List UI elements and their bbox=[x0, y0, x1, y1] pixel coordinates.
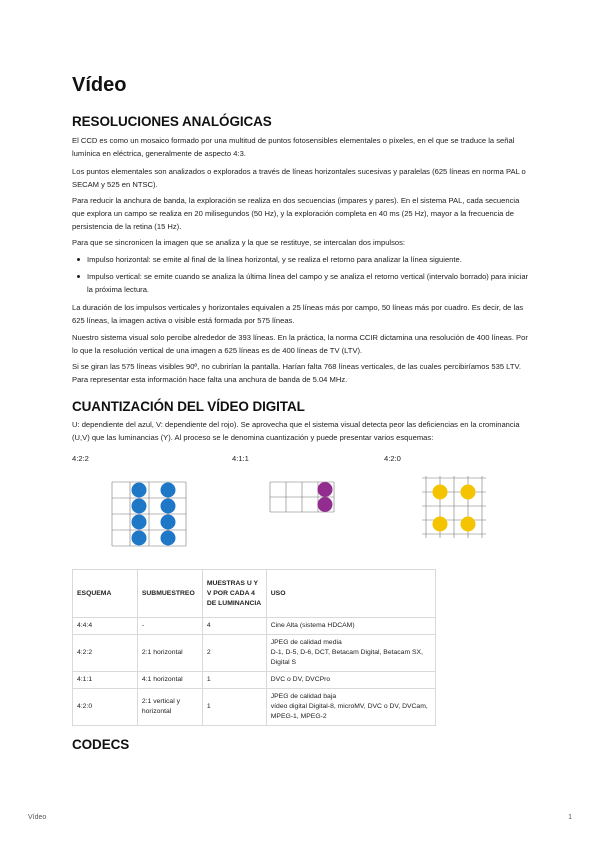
table-row bbox=[73, 689, 436, 726]
chroma-sample bbox=[318, 497, 333, 512]
cell-uso: DVC o DV, DVCPro bbox=[266, 672, 435, 689]
diagram-420 bbox=[420, 474, 490, 542]
header-muestras: MUESTRAS U Y V POR CADA 4 DE LUMINANCIA bbox=[202, 570, 266, 618]
cell-esquema: 4:1:1 bbox=[73, 672, 138, 689]
table-row bbox=[73, 635, 436, 672]
chroma-sample bbox=[161, 499, 176, 514]
grid-lines bbox=[422, 476, 486, 538]
bullet-icon bbox=[77, 275, 80, 278]
heading-analog: RESOLUCIONES ANALÓGICAS bbox=[72, 114, 272, 129]
paragraph-quantization: U: dependiente del azul, V: dependiente del rojo). Se aprovecha que el sistema visual detecta peor las deficiencias en la crominancia (U,V) que las luminancias (Y). Al proceso se le denomina cuantización y puede presentar varios esquemas: bbox=[72, 420, 520, 442]
cell-uso: JPEG de calidad media D-1, D-5, D-6, DCT, Betacam Digital, Betacam SX, Digital S bbox=[266, 635, 435, 672]
list-item: Impulso vertical: se emite cuando se analiza la última línea del campo y se analiza el retorno vertical (intervalo borrado) para iniciar la próxima lectura. bbox=[72, 270, 530, 296]
paragraph-impulse-duration: La duración de los impulsos verticales y horizontales equivalen a 25 líneas más por campo, 50 líneas más por cuadro. Es decir, de las 625 líneas, la imagen activa o visible está formada por 575 líneas. bbox=[72, 303, 524, 325]
footer-document-title: Vídeo bbox=[28, 814, 47, 821]
page-title: Vídeo bbox=[72, 74, 127, 96]
paragraph-ccd: El CCD es como un mosaico formado por una multitud de puntos fotosensibles elementales o píxeles, en el que se traduce la señal lumínica en eléctrica, generalmente de aspecto 4:3. bbox=[72, 136, 515, 158]
bullet-icon bbox=[77, 258, 80, 261]
cell-esquema: 4:2:2 bbox=[73, 635, 138, 672]
cell-muestras: 2 bbox=[202, 635, 266, 672]
chroma-sample bbox=[132, 499, 147, 514]
paragraph-bandwidth: Para reducir la anchura de banda, la exploración se realiza en dos secuencias (impares y pares). En el sistema PAL, cada secuencia que explora un campo se realiza en 20 milisegundos (50 Hz), y la exploración completa en 40 ms (25 Hz), mayor a la frecuencia de persistencia de la retina (15 Hz). bbox=[72, 196, 520, 231]
chroma-sample bbox=[433, 485, 448, 500]
paragraph-visual-system: Nuestro sistema visual solo percibe alrededor de 393 líneas. En la práctica, la norma CCIR dictamina una resolución de 400 líneas. Por lo que la resolución vertical de una imagen a 625 líneas es de 400 líneas de TV (LTV). bbox=[72, 333, 528, 355]
header-uso: USO bbox=[266, 570, 435, 618]
chroma-sample bbox=[132, 515, 147, 530]
chroma-sample bbox=[161, 483, 176, 498]
header-esquema: ESQUEMA bbox=[73, 570, 138, 618]
cell-uso: Cine Alta (sistema HDCAM) bbox=[266, 618, 435, 635]
chroma-sample bbox=[461, 485, 476, 500]
cell-uso: JPEG de calidad baja vídeo digital Digital-8, microMV, DVC o DV, DVCam, MPEG-1, MPEG-2 bbox=[266, 689, 435, 726]
cell-muestras: 1 bbox=[202, 672, 266, 689]
cell-submuestreo: 4:1 horizontal bbox=[137, 672, 202, 689]
chroma-sample bbox=[461, 517, 476, 532]
diagram-label-411: 4:1:1 bbox=[232, 454, 249, 463]
cell-submuestreo: 2:1 vertical y horizontal bbox=[137, 689, 202, 726]
paragraph-rotated-lines: Si se giran las 575 líneas visibles 90º, no cubrirían la pantalla. Harían falta 768 líneas verticales, de las cuales percibiríamos 535 LTV. Para representar esta información hace falta una anchura de banda de 5.04 MHz. bbox=[72, 362, 521, 384]
header-submuestreo: SUBMUESTREO bbox=[137, 570, 202, 618]
paragraph-lines: Los puntos elementales son analizados o explorados a través de líneas horizontales sucesivas y paralelas (625 líneas en norma PAL o SECAM y 525 en NTSC). bbox=[72, 167, 526, 189]
chroma-sample bbox=[132, 483, 147, 498]
diagram-label-422: 4:2:2 bbox=[72, 454, 89, 463]
cell-esquema: 4:4:4 bbox=[73, 618, 138, 635]
table-row bbox=[73, 618, 436, 635]
subsampling-table bbox=[72, 569, 436, 726]
chroma-sample bbox=[132, 531, 147, 546]
chroma-sample bbox=[161, 515, 176, 530]
footer-page-number: 1 bbox=[568, 814, 572, 821]
impulse-list bbox=[72, 253, 530, 300]
paragraph-sync: Para que se sincronicen la imagen que se analiza y la que se restituye, se intercalan dos impulsos: bbox=[72, 238, 406, 247]
chroma-sample bbox=[433, 517, 448, 532]
cell-esquema: 4:2:0 bbox=[73, 689, 138, 726]
chroma-sample bbox=[161, 531, 176, 546]
diagram-411 bbox=[268, 480, 338, 516]
heading-codecs: CODECS bbox=[72, 737, 130, 752]
table-header-row bbox=[73, 570, 436, 618]
cell-muestras: 4 bbox=[202, 618, 266, 635]
diagram-422 bbox=[110, 480, 190, 548]
cell-muestras: 1 bbox=[202, 689, 266, 726]
chroma-sample bbox=[318, 482, 333, 497]
cell-submuestreo: 2:1 horizontal bbox=[137, 635, 202, 672]
table-row bbox=[73, 672, 436, 689]
diagram-label-420: 4:2:0 bbox=[384, 454, 401, 463]
cell-submuestreo: - bbox=[137, 618, 202, 635]
list-item: Impulso horizontal: se emite al final de la línea horizontal, y se realiza el retorno para analizar la línea siguiente. bbox=[72, 253, 530, 266]
heading-digital: CUANTIZACIÓN DEL VÍDEO DIGITAL bbox=[72, 399, 305, 414]
